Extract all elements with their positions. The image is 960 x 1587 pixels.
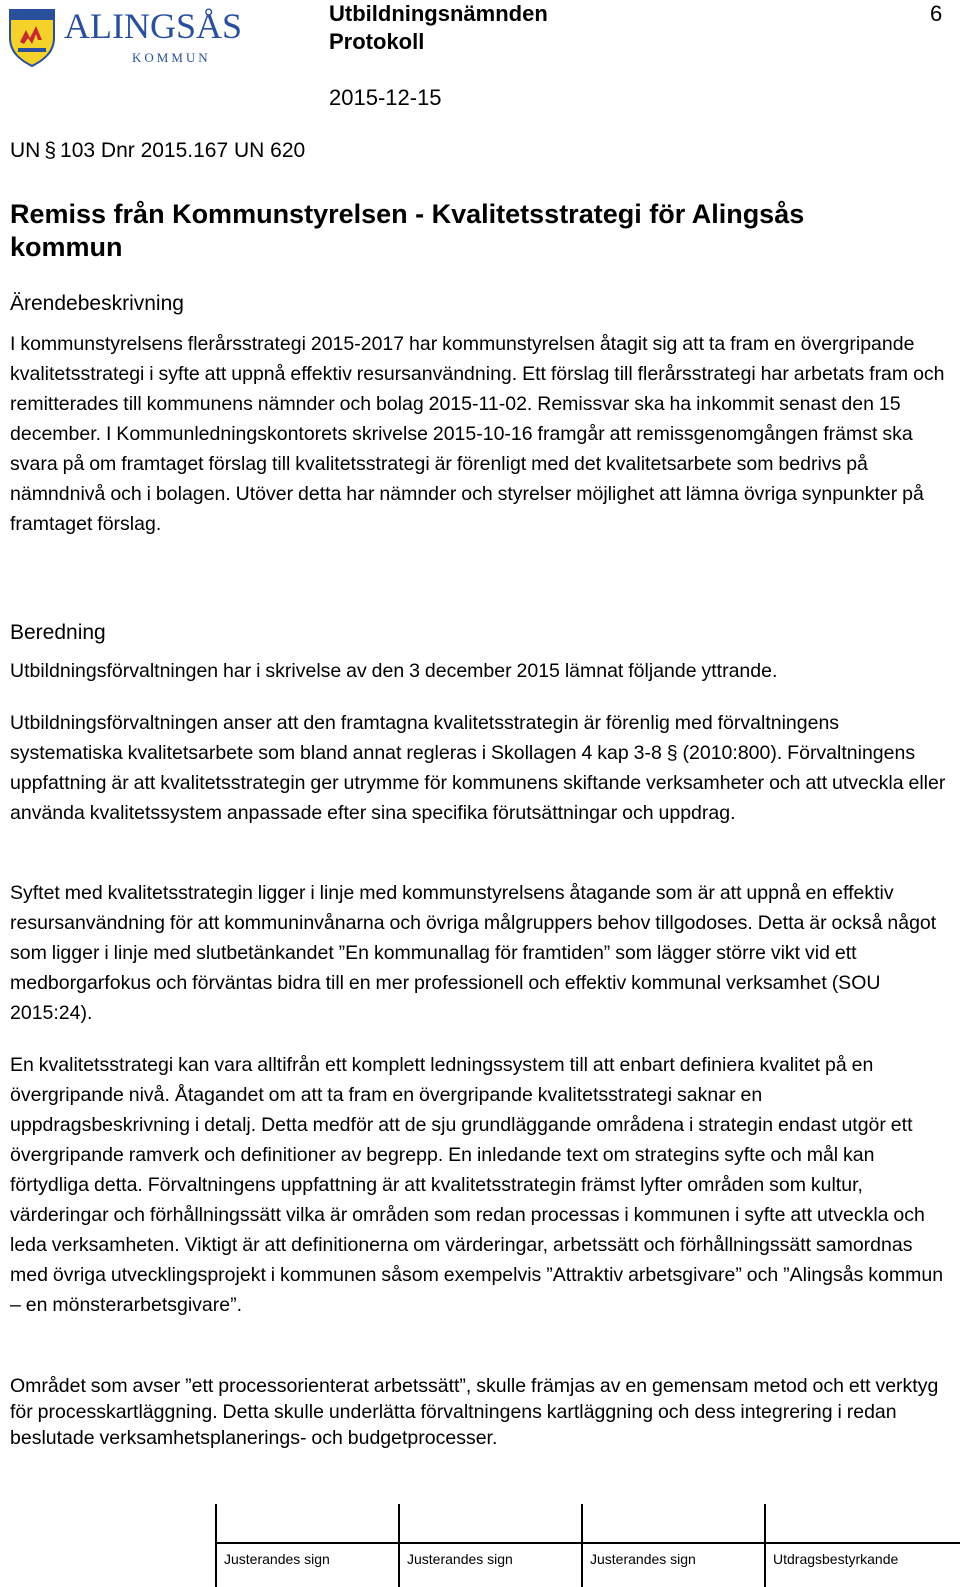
signature-label-3: Justerandes sign (590, 1551, 696, 1567)
beredning-paragraph-3: Syftet med kvalitetsstrategin ligger i linje med kommunstyrelsens åtagande som är att uppnå en effektiv resursanvändning för att kommuninvånarna och övriga målgruppers behov tillgodoses. Detta är också något som ligger i linje med slutbetänkandet ”En kommunallag för framtiden” som lägger större vikt vid ett medborgarfokus och förväntas bidra till en mer professionell och effektiv kommunal verksamhet (SOU 2015:24). (10, 882, 937, 1024)
beredning-paragraph-5: Området som avser ”ett processorienterat arbetssätt”, skulle främjas av en gemensam metod och ett verktyg för processkartläggning. Detta skulle underlätta förvaltningens kartläggning och dess integrering i redan beslutade verksamhetsplanerings- och budgetprocesser. (10, 1375, 939, 1449)
footer-divider (398, 1504, 400, 1587)
beredning-paragraph-4: En kvalitetsstrategi kan vara alltifrån ett komplett ledningssystem till att enbart definiera kvalitet på en övergripande nivå. Åtagandet om att ta fram en övergripande kvalitetsstrategi saknar en uppdragsbeskrivning i detalj. Detta medför att de sju grundläggande områdena i strategin endast utgör ett övergripande ramverk och definitioner av begrepp. En inledande text om strategins syfte och mål kan förtydliga detta. Förvaltningens uppfattning är att kvalitetsstrategin främst lyfter områden som kultur, värderingar och förhållningssätt vilka är områden som redan processas i kommunen i syfte att utveckla och leda verksamheten. Viktigt är att definitionerna om värderingar, arbetssätt och förhållningssätt samordnas med övriga utvecklingsprojekt i kommunen såsom exempelvis ”Attraktiv arbetsgivare” och ”Alingsås kommun – en mönsterarbetsgivare”. (10, 1054, 944, 1316)
municipality-logo (8, 4, 298, 68)
footer-divider (581, 1504, 583, 1587)
document-type: Protokoll (329, 29, 425, 54)
coat-of-arms-icon (10, 10, 54, 66)
section-symbol: § (44, 139, 57, 162)
page-number: 6 (930, 1, 943, 26)
reference-rest: 103 Dnr 2015.167 UN 620 (60, 139, 306, 162)
certification-label: Utdragsbestyrkande (773, 1551, 899, 1567)
svg-text:ALINGSÅS: ALINGSÅS (64, 6, 243, 46)
footer-divider (215, 1504, 217, 1587)
signature-label-1: Justerandes sign (224, 1551, 330, 1567)
heading-beredning: Beredning (10, 621, 106, 644)
case-reference (10, 137, 305, 165)
footer-rule (215, 1542, 960, 1544)
alingsas-logo-graphic (8, 4, 298, 68)
signature-label-2: Justerandes sign (407, 1551, 513, 1567)
committee-name: Utbildningsnämnden (329, 1, 548, 26)
reference-prefix: UN (10, 139, 41, 162)
signature-footer (0, 1500, 960, 1587)
footer-divider (764, 1504, 766, 1587)
meeting-date: 2015-12-15 (329, 85, 442, 110)
heading-arendebeskrivning: Ärendebeskrivning (10, 292, 184, 315)
page-title: Remiss från Kommunstyrelsen - Kvalitetsstrategi för Alingsås kommun (10, 199, 805, 262)
arendebeskrivning-paragraph: I kommunstyrelsens flerårsstrategi 2015-2017 har kommunstyrelsen åtagit sig att ta fram en övergripande kvalitetsstrategi i syfte att uppnå effektiv resursanvändning. Ett förslag till flerårsstrategi har arbetats fram och remitterades till kommunens nämnder och bolag 2015-11-02. Remissvar ska ha inkommit senast den 15 december. I Kommunledningskontorets skrivelse 2015-10-16 framgår att remissgenomgången främst ska svara på om framtaget förslag till kvalitetsstrategi är förenligt med det kvalitetsarbete som bedrivs på nämndnivå och i bolagen. Utöver detta har nämnder och styrelser möjlighet att lämna övriga synpunkter på framtaget förslag. (10, 333, 945, 535)
beredning-paragraph-2: Utbildningsförvaltningen anser att den framtagna kvalitetsstrategin är förenlig med förvaltningens systematiska kvalitetsarbete som bland annat regleras i Skollagen 4 kap 3-8 § (2010:800). Förvaltningens uppfattning är att kvalitetsstrategin ger utrymme för kommunens skiftande verksamheter och att utveckla eller använda kvalitetssystem anpassade efter sina specifika förutsättningar och uppdrag. (10, 712, 946, 824)
svg-text:KOMMUN: KOMMUN (132, 50, 211, 65)
beredning-paragraph-1: Utbildningsförvaltningen har i skrivelse av den 3 december 2015 lämnat följande yttrande. (10, 660, 778, 682)
